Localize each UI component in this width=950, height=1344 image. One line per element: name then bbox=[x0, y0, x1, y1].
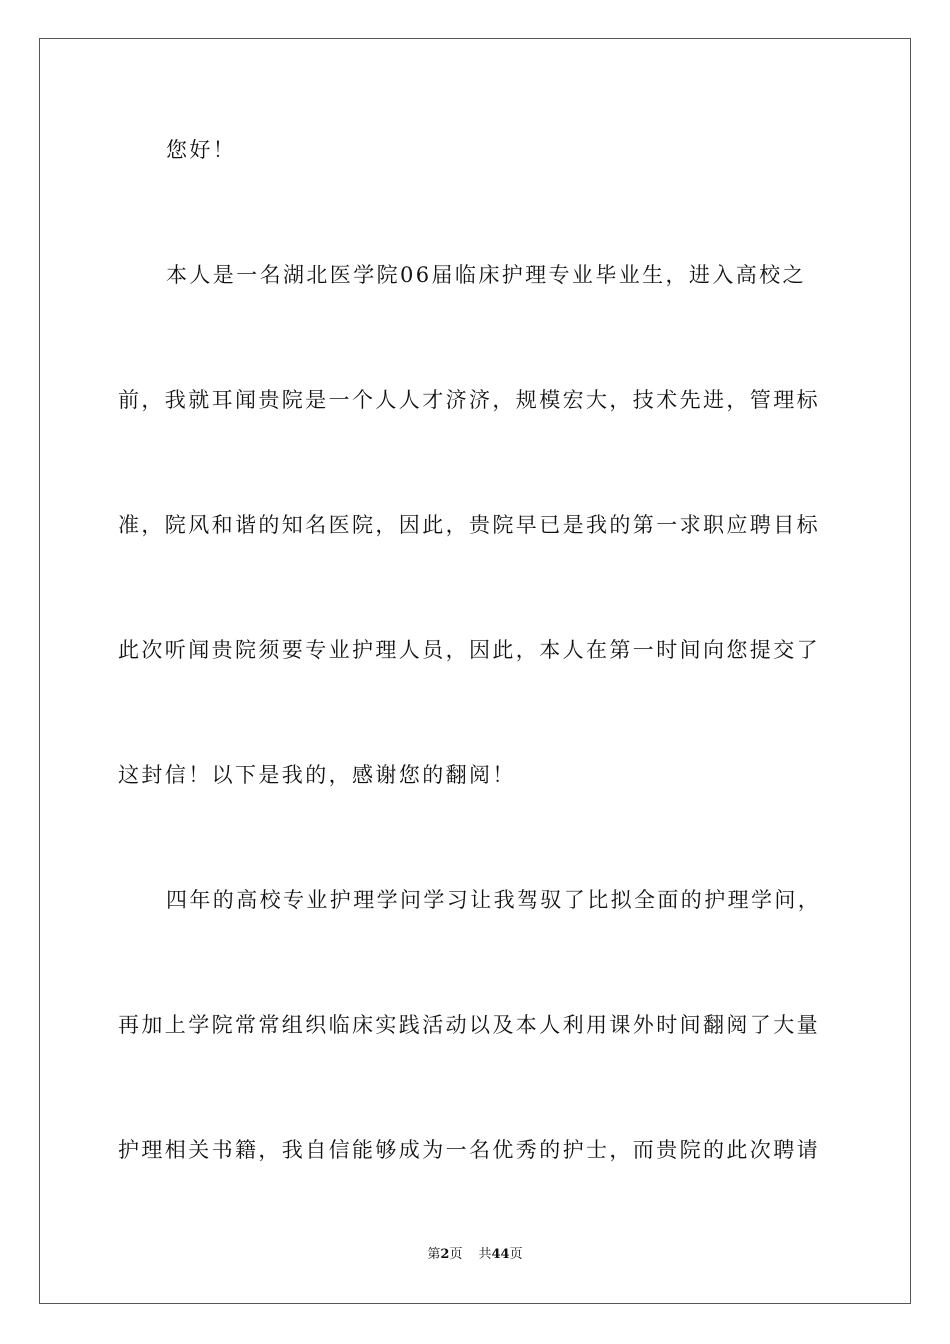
paragraph-line: 本人是一名湖北医学院06届临床护理专业毕业生，进入高校之 bbox=[166, 263, 806, 287]
paragraph-line: 前，我就耳闻贵院是一个人人才济济，规模宏大，技术先进，管理标 bbox=[118, 388, 820, 412]
total-suffix: 页 bbox=[509, 1247, 523, 1262]
total-prefix: 共 bbox=[478, 1247, 492, 1262]
total-pages: 44 bbox=[491, 1247, 510, 1262]
paragraph-line: 护理相关书籍，我自信能够成为一名优秀的护士，而贵院的此次聘请 bbox=[118, 1138, 820, 1162]
page-footer bbox=[0, 1246, 950, 1264]
page-border bbox=[39, 38, 911, 1304]
paragraph-line: 此次听闻贵院须要专业护理人员，因此，本人在第一时间向您提交了 bbox=[118, 638, 820, 662]
paragraph-line: 四年的高校专业护理学问学习让我驾驭了比拟全面的护理学问， bbox=[166, 888, 822, 912]
paragraph-line: 准，院风和谐的知名医院，因此，贵院早已是我的第一求职应聘目标 bbox=[118, 513, 820, 537]
page-prefix: 第 bbox=[427, 1247, 441, 1262]
paragraph-line: 再加上学院常常组织临床实践活动以及本人利用课外时间翻阅了大量 bbox=[118, 1013, 820, 1037]
page-suffix: 页 bbox=[449, 1247, 463, 1262]
greeting-line: 您好！ bbox=[166, 138, 237, 162]
page-number: 2 bbox=[440, 1247, 450, 1262]
paragraph-line: 这封信！以下是我的，感谢您的翻阅！ bbox=[118, 763, 516, 787]
